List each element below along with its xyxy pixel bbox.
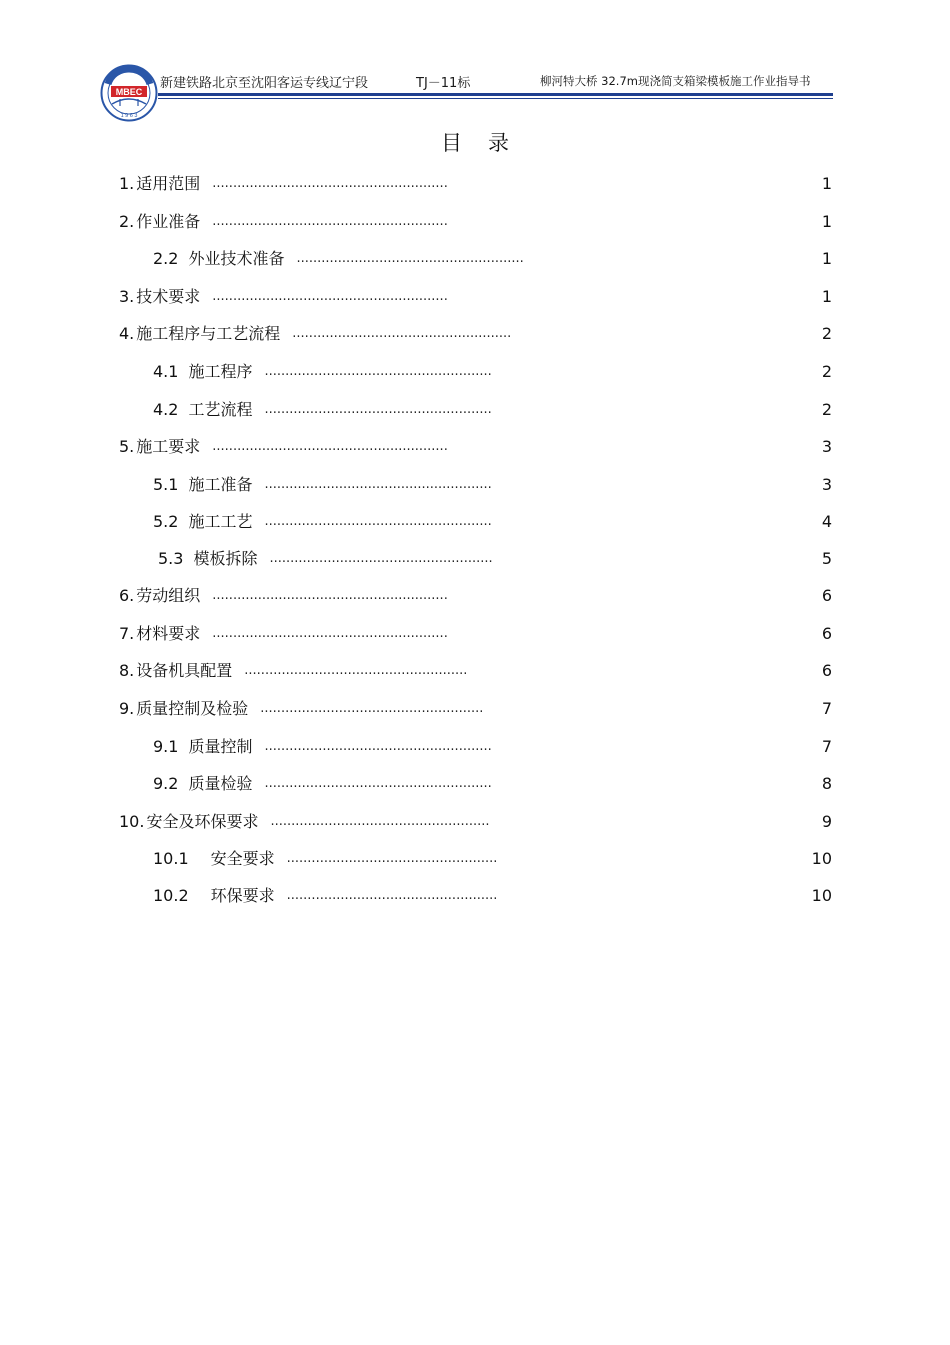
logo-year: 1 9 6 3 — [120, 113, 138, 119]
header-rule-thin — [158, 98, 833, 99]
toc-entry-label: 施工程序 — [188, 362, 253, 381]
toc-entry — [153, 474, 492, 496]
toc-entry — [119, 585, 448, 607]
toc-entry-number: 9.2 — [153, 774, 179, 793]
page-header — [0, 0, 950, 125]
toc-entry-page: 6 — [821, 624, 832, 643]
toc-entry — [153, 399, 492, 421]
toc-leader-dots: ................................................... — [286, 888, 498, 903]
toc-entry-page: 1 — [821, 212, 832, 231]
toc-entry-page: 2 — [821, 400, 832, 419]
toc-entry — [153, 885, 497, 907]
toc-entry-page: 3 — [821, 475, 832, 494]
toc-leader-dots: ......................................................... — [212, 588, 448, 603]
toc-leader-dots: ..................................................... — [270, 814, 490, 829]
toc-entry-page: 3 — [821, 437, 832, 456]
toc-entry-number: 2.2 — [153, 249, 179, 268]
toc-leader-dots: ......................................................... — [212, 626, 448, 641]
toc-entry-label: 外业技术准备 — [188, 249, 285, 268]
toc-leader-dots: ...................................................... — [260, 701, 484, 716]
toc-entry-number: 5.2 — [153, 512, 179, 531]
toc-entry-page: 2 — [821, 362, 832, 381]
header-document-title: 柳河特大桥 32.7m现浇简支箱梁模板施工作业指导书 — [540, 74, 811, 88]
toc-entry-page: 1 — [821, 249, 832, 268]
toc-entry-label: 质量检验 — [188, 774, 253, 793]
toc-entry-label: 施工要求 — [136, 437, 201, 456]
toc-entry-number: 5.1 — [153, 475, 179, 494]
toc-leader-dots: ....................................................... — [264, 776, 492, 791]
toc-entry-page: 4 — [821, 512, 832, 531]
toc-entry-number: 4. — [119, 324, 135, 343]
toc-leader-dots: ......................................................... — [212, 214, 448, 229]
toc-entry-label: 作业准备 — [136, 212, 201, 231]
toc-entry-number: 4.1 — [153, 362, 179, 381]
toc-entry-label: 模板拆除 — [193, 549, 258, 568]
toc-leader-dots: ................................................... — [286, 851, 498, 866]
toc-entry — [119, 173, 448, 195]
toc-leader-dots: ....................................................... — [264, 364, 492, 379]
toc-entry-page: 5 — [821, 549, 832, 568]
toc-entry-number: 3. — [119, 287, 135, 306]
toc-entry-label: 设备机具配置 — [136, 661, 233, 680]
toc-entry — [119, 286, 448, 308]
toc-entry-number: 5. — [119, 437, 135, 456]
toc-entry-label: 适用范围 — [136, 174, 201, 193]
toc-entry — [153, 361, 492, 383]
toc-entry-label: 施工程序与工艺流程 — [136, 324, 281, 343]
toc-leader-dots: ..................................................... — [292, 326, 512, 341]
mbec-logo — [100, 64, 158, 122]
toc-leader-dots: ....................................................... — [264, 477, 492, 492]
header-section-code: TJ－11标 — [416, 76, 471, 91]
toc-entry-label: 安全及环保要求 — [146, 812, 259, 831]
logo-text: MBEC — [115, 87, 143, 97]
toc-entry — [158, 548, 493, 570]
toc-entry-page: 6 — [821, 586, 832, 605]
toc-leader-dots: ....................................................... — [264, 739, 492, 754]
toc-entry-number: 1. — [119, 174, 135, 193]
toc-leader-dots: ......................................................... — [212, 289, 448, 304]
toc-entry-number: 10.1 — [153, 849, 189, 868]
toc-entry-number: 4.2 — [153, 400, 179, 419]
toc-entry-number: 6. — [119, 586, 135, 605]
toc-entry — [119, 211, 448, 233]
toc-entry-label: 劳动组织 — [136, 586, 201, 605]
toc-entry-number: 7. — [119, 624, 135, 643]
toc-entry — [119, 698, 483, 720]
toc-entry-label: 环保要求 — [210, 886, 275, 905]
toc-leader-dots: ...................................................... — [244, 663, 468, 678]
toc-entry-page: 10 — [811, 886, 832, 905]
toc-entry — [153, 773, 492, 795]
header-project-name: 新建铁路北京至沈阳客运专线辽宁段 — [160, 76, 369, 91]
toc-entry-number: 8. — [119, 661, 135, 680]
toc-entry-label: 质量控制 — [188, 737, 253, 756]
toc-leader-dots: ....................................................... — [296, 251, 524, 266]
toc-entry-number: 10.2 — [153, 886, 189, 905]
toc-entry — [153, 511, 492, 533]
toc-entry — [119, 811, 489, 833]
toc-entry-label: 工艺流程 — [188, 400, 253, 419]
toc-entry-number: 2. — [119, 212, 135, 231]
toc-entry — [153, 736, 492, 758]
toc-entry-page: 6 — [821, 661, 832, 680]
toc-entry-page: 8 — [821, 774, 832, 793]
toc-entry-label: 施工工艺 — [188, 512, 253, 531]
toc-entry-page: 2 — [821, 324, 832, 343]
header-rule-thick — [158, 93, 833, 96]
toc-entry — [153, 248, 524, 270]
page-title: 目录 — [441, 131, 535, 155]
toc-entry-page: 1 — [821, 174, 832, 193]
toc-entry-label: 施工准备 — [188, 475, 253, 494]
toc-entry-page: 7 — [821, 737, 832, 756]
toc-leader-dots: ......................................................... — [212, 176, 448, 191]
toc-entry-label: 材料要求 — [136, 624, 201, 643]
toc-entry-page: 1 — [821, 287, 832, 306]
toc-entry-number: 9. — [119, 699, 135, 718]
toc-entry-label: 技术要求 — [136, 287, 201, 306]
toc-entry-page: 9 — [821, 812, 832, 831]
toc-leader-dots: ......................................................... — [212, 439, 448, 454]
toc-entry — [153, 848, 497, 870]
toc-entry-label: 安全要求 — [210, 849, 275, 868]
toc-entry-label: 质量控制及检验 — [136, 699, 249, 718]
toc-entry-number: 9.1 — [153, 737, 179, 756]
toc-entry — [119, 323, 511, 345]
toc-entry — [119, 623, 448, 645]
toc-leader-dots: ....................................................... — [264, 514, 492, 529]
toc-entry — [119, 436, 448, 458]
toc-entry — [119, 660, 467, 682]
toc-entry-number: 10. — [119, 812, 145, 831]
toc-leader-dots: ....................................................... — [264, 402, 492, 417]
toc-entry-page: 7 — [821, 699, 832, 718]
toc-entry-page: 10 — [811, 849, 832, 868]
toc-entry-number: 5.3 — [158, 549, 184, 568]
toc-leader-dots: ...................................................... — [269, 551, 493, 566]
